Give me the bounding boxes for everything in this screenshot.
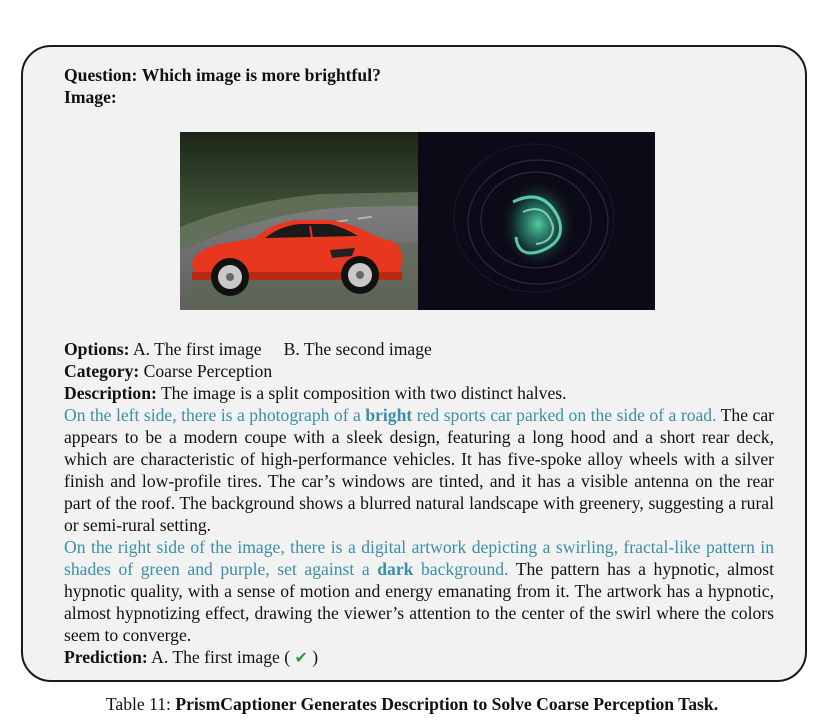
category-value: Coarse Perception [143,361,273,381]
car-photo [180,132,418,310]
left-rest: The car appears to be a modern coupe with a sleek design, featuring a long hood and a short rear deck, which are characteristic of high-performance vehicles. It has five-spoke alloy wheels with a silver finish and low-profile tires. The car’s windows are tinted, and it has a visible antenna on the rear part of the roof. The background shows a blurred natural landscape with greenery, suggesting a rural or semi-rural setting. [64,405,774,535]
question-line [64,64,774,86]
option-b: B. The second image [283,339,432,359]
right-highlight-bold: dark [377,559,414,579]
right-highlight-1: On the right side of the image, there is a digital artwork depicting a swirling, fractal-like pattern in shades of green and purple, set against a [64,537,774,579]
question-block [64,64,774,108]
split-image [180,132,655,310]
example-card [21,45,807,682]
description-intro: The image is a split composition with two distinct halves. [160,383,567,403]
description-left [64,404,774,536]
prediction-close: ) [312,647,319,667]
description-label: Description: [64,383,157,403]
prediction-value: A. The first image ( [151,647,291,667]
description-line [64,382,774,404]
description-right [64,536,774,646]
car-illustration [180,132,418,310]
right-highlight-2: background. [413,559,509,579]
left-highlight-bold: bright [365,405,413,425]
fractal-artwork [418,132,656,310]
category-label: Category: [64,361,140,381]
caption-title: PrismCaptioner Generates Description to Solve Coarse Perception Task. [175,694,719,714]
prediction-label: Prediction: [64,647,148,667]
image-label: Image: [64,87,117,107]
left-highlight-2: red sports car parked on the side of a road. [412,405,717,425]
caption-prefix: Table 11: [105,694,176,714]
options-label: Options: [64,339,130,359]
category-line [64,360,774,382]
prediction-line [64,646,774,669]
question-text: Which image is more brightful? [141,65,381,85]
option-a: A. The first image [132,339,262,359]
table-caption [0,694,824,715]
question-label: Question: [64,65,138,85]
options-line [64,338,774,360]
answer-block [64,338,774,669]
right-rest: The pattern has a hypnotic, almost hypnotic quality, with a sense of motion and energy emanating from it. The artwork has a hypnotic, almost hypnotizing effect, drawing the viewer’s attention to the center of the swirl where the colors seem to converge. [64,559,774,645]
left-highlight-1: On the left side, there is a photograph of a [64,405,366,425]
check-icon: ✔ [294,648,308,667]
fractal-illustration [418,132,656,310]
